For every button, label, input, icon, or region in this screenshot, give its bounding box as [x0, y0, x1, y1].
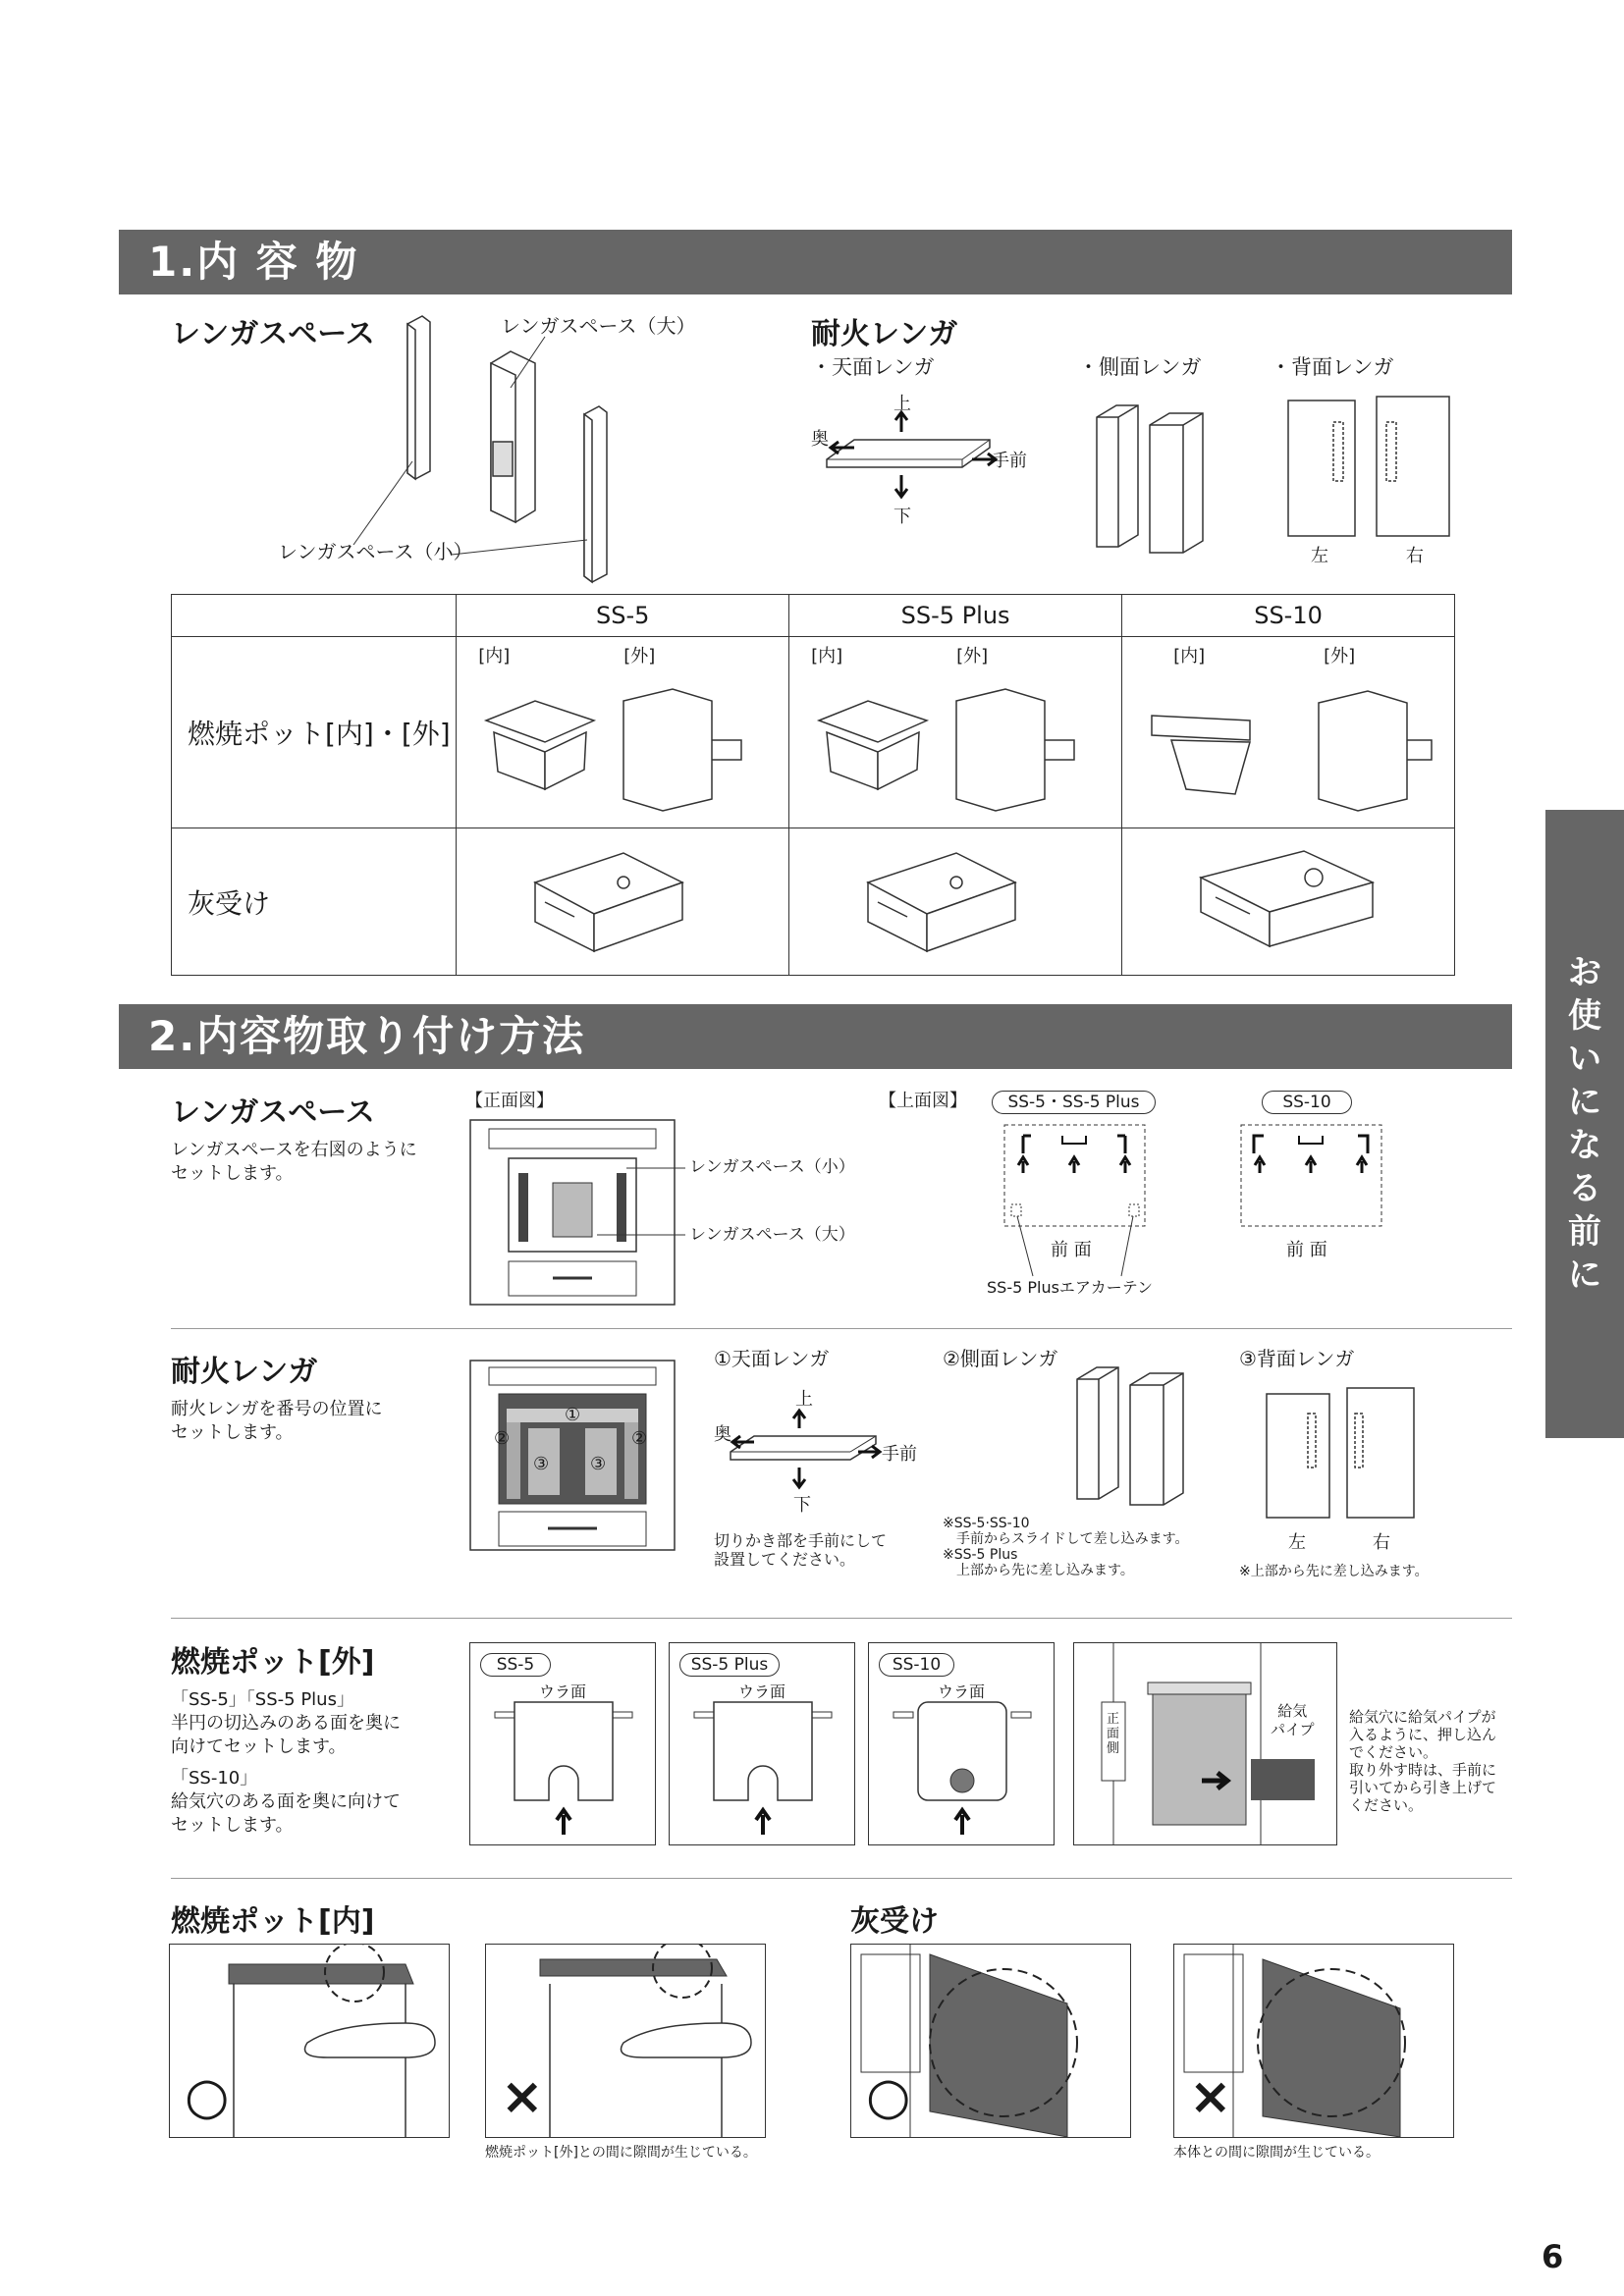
install-renga-heading: レンガスペース: [171, 1095, 375, 1130]
left-label: 左: [1311, 546, 1328, 566]
ash-bad-note: 本体との間に隙間が生じている。: [1173, 2145, 1380, 2161]
bad-mark: ×: [1189, 2067, 1232, 2126]
cell-ash-ss5plus: [789, 828, 1122, 976]
column-header-ss5plus: SS-5 Plus: [789, 595, 1122, 637]
top-brick-illustration: [825, 412, 1021, 520]
install-pot-inner-heading: 燃焼ポット[内]: [171, 1904, 375, 1939]
parts-table: [171, 594, 1455, 976]
side-brick-illustration: [1095, 398, 1213, 555]
cell-pot-ss5plus: [789, 637, 1122, 828]
brick-num-3-right: ③: [590, 1454, 607, 1474]
install-pot-outer-desc2: 「SS-10」 給気穴のある面を奥に向けて セットします。: [171, 1768, 401, 1836]
step2-label: ②側面レンガ: [943, 1347, 1058, 1370]
back-face-label: ウラ面: [738, 1682, 786, 1701]
side-tab-char: お: [1568, 953, 1601, 992]
side-tab: [1545, 810, 1624, 1438]
top-view-ss5-diagram: [1003, 1124, 1146, 1227]
air-pipe-label: 給気 パイプ: [1271, 1702, 1315, 1738]
brick-num-2-left: ②: [494, 1428, 511, 1449]
pot-ss5-illustration: [476, 681, 771, 819]
pot-outer-ss10-illustration: [893, 1702, 1031, 1840]
bad-mark: ×: [501, 2067, 544, 2126]
side-tab-char: に: [1568, 1083, 1601, 1122]
section-1-title: 1.内 容 物: [119, 230, 1512, 294]
renga-space-heading: レンガスペース: [171, 317, 375, 351]
dir-up-label: 上: [893, 394, 911, 414]
cell-ash-ss10: [1122, 828, 1455, 976]
outer-label: [外]: [623, 646, 656, 667]
pot-inner-bad-panel: [485, 1944, 766, 2138]
dir-front-label: 手前: [992, 451, 1027, 471]
pot-outer-ss5plus-panel: [669, 1642, 855, 1845]
dir-back-label: 奥: [811, 429, 829, 450]
row-label-ash: 灰受け: [172, 828, 457, 976]
install-brick-heading: 耐火レンガ: [171, 1355, 318, 1389]
step1-dir-front: 手前: [882, 1444, 917, 1465]
step2-brick-illustration: [1075, 1360, 1193, 1507]
step3-label: ③背面レンガ: [1239, 1347, 1355, 1370]
front-view-diagram: [469, 1119, 676, 1306]
good-mark: ○: [185, 2067, 230, 2126]
air-pipe-note: 給気穴に給気パイプが 入るように、押し込ん でください。 取り外す時は、手前に 引いてから引き上げて ください。: [1349, 1708, 1497, 1814]
ash-bad-panel: [1173, 1944, 1454, 2138]
page-number: 6: [1542, 2238, 1564, 2275]
inner-label: [内]: [811, 646, 843, 667]
front-view-label: 【正面図】: [465, 1091, 554, 1111]
pot-outer-ss5-illustration: [495, 1702, 632, 1840]
ash-good-panel: [850, 1944, 1131, 2138]
cell-ash-ss5: [457, 828, 789, 976]
pot-inner-good-panel: [169, 1944, 450, 2138]
install-pot-outer-heading: 燃焼ポット[外]: [171, 1645, 375, 1680]
install-brick-desc: 耐火レンガを番号の位置に セットします。: [171, 1399, 383, 1443]
install-ash-heading: 灰受け: [850, 1904, 939, 1939]
install-pot-outer-desc1: 「SS-5」「SS-5 Plus」 半円の切込みのある面を奥に 向けてセットします。: [171, 1689, 401, 1757]
side-tab-char: い: [1568, 1040, 1601, 1079]
column-header-ss5: SS-5: [457, 595, 789, 637]
step3-note: ※上部から先に差し込みます。: [1239, 1564, 1429, 1579]
renga-space-large-label: レンガスペース（大）: [501, 314, 696, 338]
inner-label: [内]: [478, 646, 511, 667]
install-renga-desc: レンガスペースを右図のように セットします。: [171, 1140, 417, 1184]
divider: [171, 1328, 1512, 1329]
ash-tray-ss5-illustration: [525, 843, 722, 961]
top-brick-label: ・天面レンガ: [811, 355, 935, 379]
cell-pot-ss5: [457, 637, 789, 828]
model-pill-ss5: SS-5: [480, 1653, 551, 1677]
callout-large-renga: レンガスペース（大）: [689, 1225, 855, 1245]
good-mark: ○: [866, 2067, 911, 2126]
side-tab-char: る: [1568, 1169, 1601, 1208]
step3-left: 左: [1288, 1532, 1306, 1553]
divider: [171, 1878, 1512, 1879]
front-label-b: 前 面: [1286, 1240, 1327, 1260]
dir-down-label: 下: [893, 507, 911, 527]
air-pipe-diagram: [1073, 1642, 1337, 1845]
step1-label: ①天面レンガ: [714, 1347, 830, 1370]
back-brick-label: ・背面レンガ: [1271, 355, 1394, 379]
pot-outer-ss5plus-illustration: [694, 1702, 832, 1840]
pot-outer-ss10-panel: [868, 1642, 1055, 1845]
step1-dir-up: 上: [795, 1389, 813, 1410]
cell-pot-ss10: [1122, 637, 1455, 828]
back-brick-illustration: [1286, 393, 1463, 540]
step2-note: ※SS-5·SS-10 手前からスライドして差し込みます。 ※SS-5 Plus 上部から先に差し込みます。: [943, 1516, 1189, 1578]
pot-ss5plus-illustration: [809, 681, 1104, 819]
outer-label: [外]: [1324, 646, 1356, 667]
step1-dir-down: 下: [793, 1495, 811, 1516]
row-label-pot: 燃焼ポット[内]・[外]: [172, 637, 457, 828]
column-header-ss10: SS-10: [1122, 595, 1455, 637]
side-tab-char: 使: [1568, 996, 1601, 1036]
renga-space-small-label: レンガスペース（小）: [278, 540, 473, 563]
renga-space-illustration: [353, 304, 628, 579]
back-face-label: ウラ面: [938, 1682, 986, 1701]
side-tab-char: 前: [1568, 1212, 1601, 1252]
ash-tray-ss5plus-illustration: [858, 843, 1055, 961]
step3-brick-illustration: [1265, 1384, 1422, 1522]
pot-inner-bad-note: 燃焼ポット[外]との間に隙間が生じている。: [485, 2145, 757, 2161]
brick-num-2-right: ②: [631, 1428, 648, 1449]
front-label-a: 前 面: [1051, 1240, 1092, 1260]
model-pill-ss10: SS-10: [879, 1653, 954, 1677]
side-tab-char: な: [1568, 1126, 1601, 1165]
step1-dir-back: 奥: [714, 1424, 731, 1445]
pot-outer-ss5-panel: [469, 1642, 656, 1845]
callout-small-renga: レンガスペース（小）: [689, 1157, 855, 1177]
top-view-ss10-diagram: [1240, 1124, 1382, 1227]
section-2-title: 2.内容物取り付け方法: [119, 1004, 1512, 1069]
step1-brick-illustration: [729, 1409, 895, 1502]
model-ss10-pill: SS-10: [1262, 1091, 1352, 1114]
divider: [171, 1618, 1512, 1619]
top-view-label: 【上面図】: [879, 1091, 967, 1111]
fire-brick-heading: 耐火レンガ: [811, 317, 958, 351]
inner-label: [内]: [1173, 646, 1206, 667]
step1-note: 切りかき部を手前にして 設置してください。: [714, 1531, 888, 1569]
right-label: 右: [1406, 546, 1424, 566]
side-brick-label: ・側面レンガ: [1078, 355, 1202, 379]
side-tab-char: に: [1568, 1255, 1601, 1295]
outer-label: [外]: [956, 646, 989, 667]
brick-position-diagram: [469, 1360, 676, 1551]
back-face-label: ウラ面: [539, 1682, 587, 1701]
air-curtain-label: SS-5 Plusエアカーテン: [987, 1278, 1153, 1297]
brick-num-1: ①: [565, 1405, 581, 1425]
model-pill-ss5plus: SS-5 Plus: [679, 1653, 780, 1677]
brick-num-3-left: ③: [533, 1454, 550, 1474]
front-side-label: 正 面 側: [1107, 1712, 1120, 1756]
step3-right: 右: [1373, 1532, 1390, 1553]
pot-ss10-illustration: [1142, 681, 1436, 819]
model-ss5-ss5plus-pill: SS-5・SS-5 Plus: [992, 1091, 1156, 1114]
ash-tray-ss10-illustration: [1196, 843, 1392, 961]
